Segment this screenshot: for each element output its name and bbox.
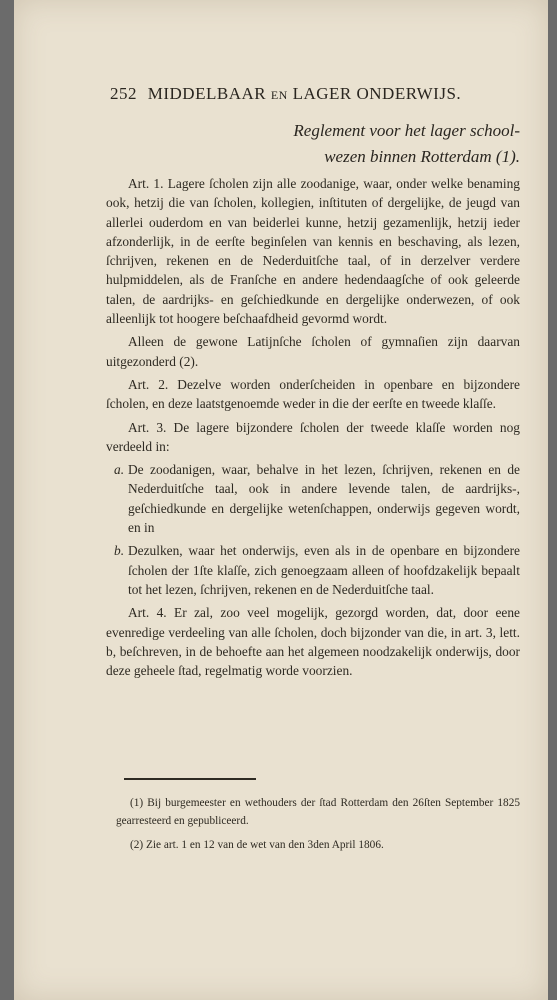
paragraph: Art. 3. De lagere bijzondere ſcholen der tweede klaſſe worden nog verdeeld in: [106, 419, 520, 454]
footnote-separator [124, 778, 256, 780]
page-number: 252 [110, 84, 137, 103]
footnote: (1) Bij burgemeester en wethouders der ſtad Rotterdam den 26ſten September 1825 gearresteerd en gepubliceerd. [116, 797, 520, 827]
paragraph: Alleen de gewone Latijnſche ſcholen of gymnaſien zijn daarvan uitgezonderd (2). [106, 334, 520, 369]
footnote: (2) Zie art. 1 en 12 van de wet van den 3den April 1806. [130, 839, 384, 851]
paragraph: Art. 4. Er zal, zoo veel mogelijk, gezorgd worden, dat, door eene evenredige verdeeling van alle ſcholen, doch bijzonder van die, in art. 3, lett. b, beſchreven, in de behoefte aan het algemeen noodzakelijk onderwijs, door deze geheele ſtad, regelmatig worde voorzien. [106, 605, 520, 679]
header-title-part1: MIDDELBAAR [147, 84, 267, 103]
sub-item-mark: a. [114, 462, 125, 478]
section-heading [106, 118, 520, 170]
paragraph: Art. 2. Dezelve worden onderſcheiden in openbare en bijzondere ſcholen, en deze laatstgenoemde weder in die der eerſte en tweede klaſſe. [106, 376, 520, 412]
section-heading-line1: Reglement voor het lager school- [293, 121, 520, 140]
footnotes [116, 794, 520, 860]
paragraph: Art. 1. Lagere ſcholen zijn alle zoodanige, waar, onder welke benaming ook, hetzij die van ſcholen, kollegien, inſtituten of dergelijke, de jeugd van allerlei ouderdom en van beiderlei kunne, hetzij gezamenlijk, hetzij ieder afzonderlijk, in de eerſte beginſelen van kennis en beschaving, als lezen, ſchrijven, rekenen en de Nederduitſche taal, of in derzelver verdere hulpmiddelen, als de Franſche en andere hedendaagſche of ook geleerde talen, de aardrijks- en geſchiedkunde en dergelijke onderwezen, of ook alleenlijk tot hoogere beſchaafdheid gevormd wordt. [106, 176, 520, 327]
running-header [110, 84, 520, 104]
sub-item [106, 541, 520, 599]
sub-item-text: De zoodanigen, waar, behalve in het lezen, ſchrijven, rekenen en de Nederduitſche taal, ook in andere levende talen, de aardrijks-, geſchiedkunde en dergelijke wetenſchappen, onderwijs gegeven wordt, en in [128, 462, 520, 536]
sub-item-mark: b. [114, 543, 125, 559]
header-title-en: EN [270, 88, 288, 102]
body-text [106, 174, 520, 684]
section-heading-line2: wezen binnen Rotterdam (1). [324, 147, 520, 166]
sub-item-text: Dezulken, waar het onderwijs, even als in de openbare en bijzondere ſcholen der 1ſte klaſſe, zich genoegzaam alleen of hoofdzakelijk bepaalt tot het lezen, ſchrijven, rekenen en de Nederduitſche taal. [128, 543, 520, 597]
header-title-part2: LAGER ONDERWIJS. [292, 84, 462, 103]
sub-item [106, 460, 520, 537]
